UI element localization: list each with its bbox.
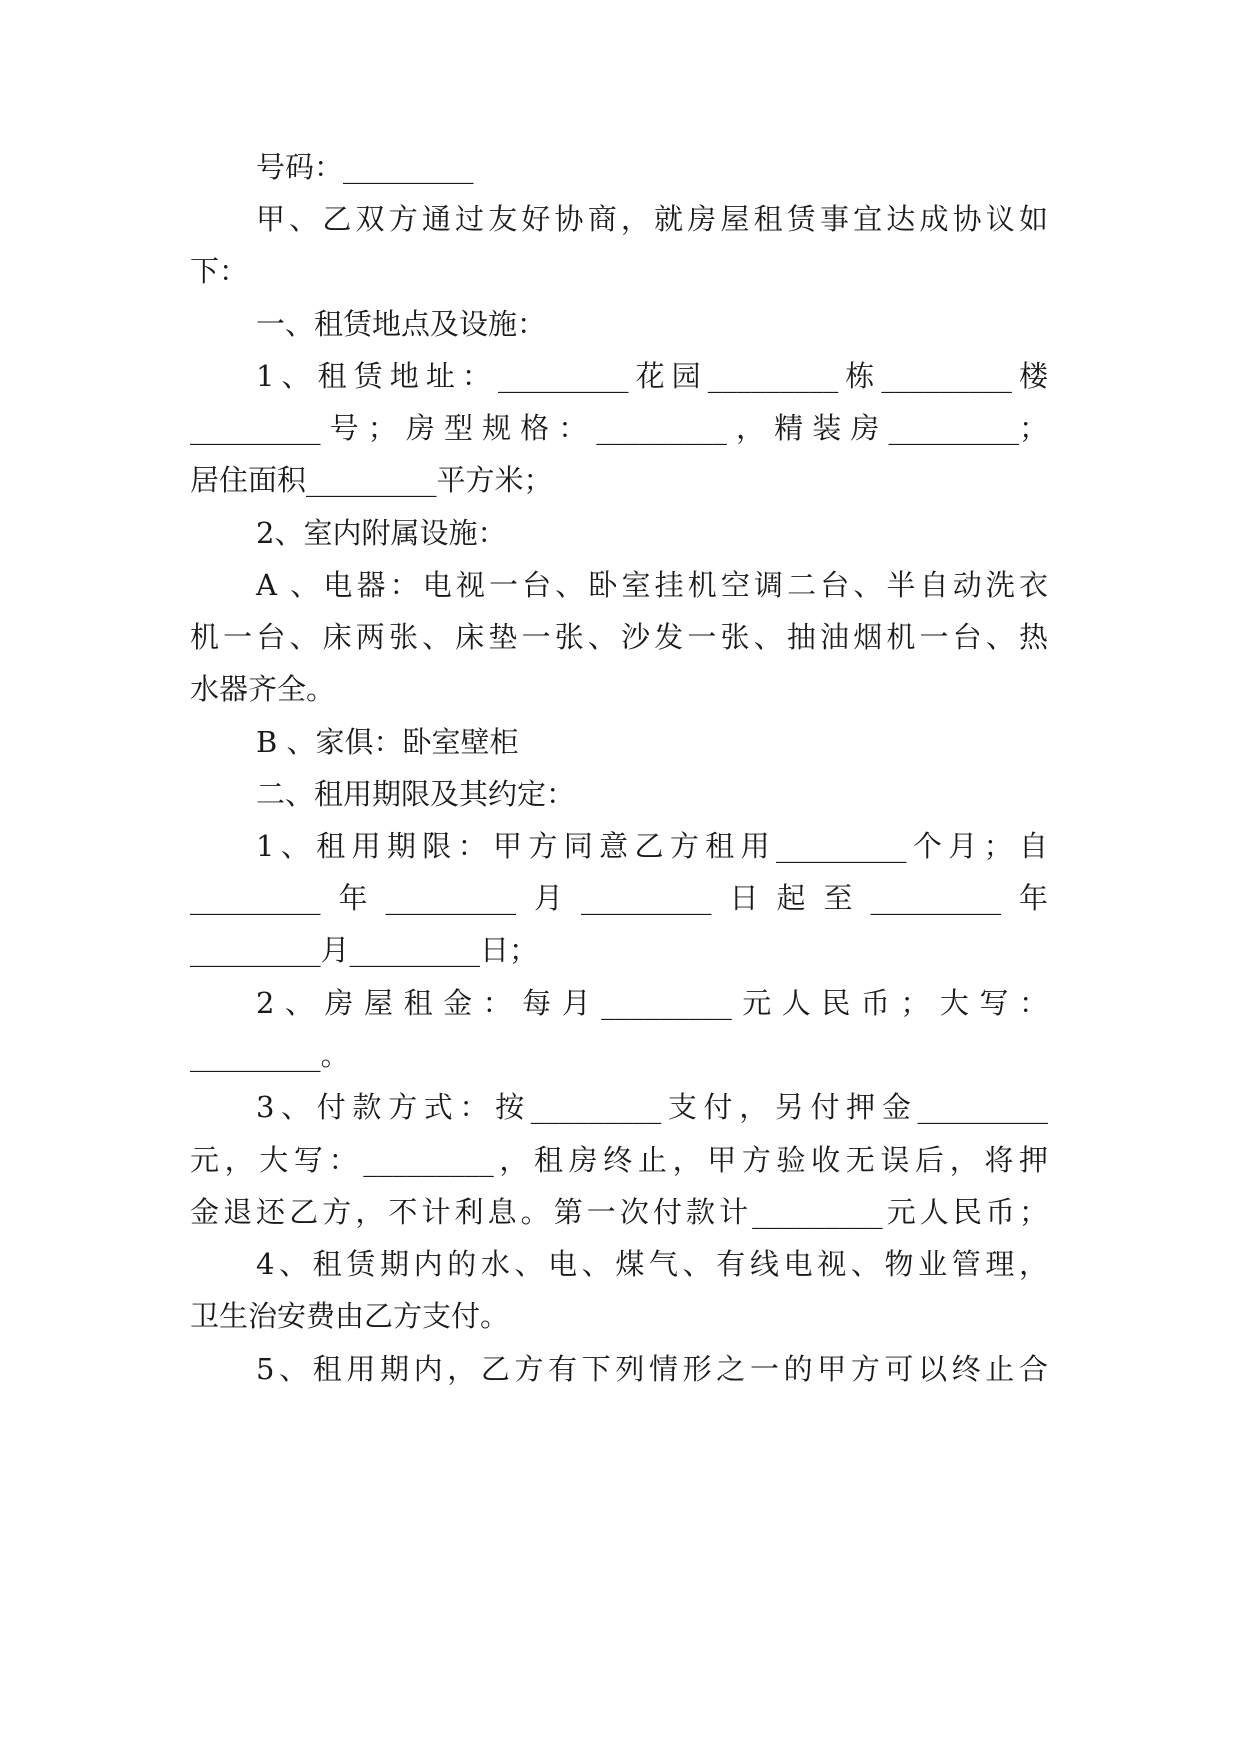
clause-appliances-end: 水器齐全。 (190, 672, 336, 706)
clause-payment-cont: 元，大写：_________，租房终止，甲方验收无误后，将押 (190, 1143, 1048, 1177)
clause-address: 1、租赁地址：_________花园_________栋_________楼 (256, 359, 1048, 393)
text-line-number: 号码：_________ (256, 150, 474, 184)
clause-payment-end: 金退还乙方，不计利息。第一次付款计_________元人民币； (190, 1195, 1048, 1229)
clause-furniture: B 、家俱：卧室壁柜 (256, 725, 519, 759)
section-heading-location: 一、租赁地点及设施： (256, 307, 547, 341)
text-line-intro-cont: 下： (190, 254, 249, 288)
clause-address-area: 居住面积_________平方米； (190, 463, 553, 497)
clause-appliances-cont: 机一台、床两张、床垫一张、沙发一张、抽油烟机一台、热 (190, 620, 1048, 654)
clause-facilities: 2、室内附属设施： (256, 516, 507, 550)
clause-rent-cont: _________。 (190, 1038, 350, 1072)
text-line-intro: 甲、乙双方通过友好协商，就房屋租赁事宜达成协议如 (256, 202, 1048, 236)
clause-utilities-cont: 卫生治安费由乙方支付。 (190, 1299, 510, 1333)
clause-payment: 3、付款方式：按_________支付，另付押金_________ (256, 1090, 1048, 1124)
clause-term-dates: _________年_________月_________日起至_________年 (190, 881, 1048, 915)
clause-utilities: 4、租赁期内的水、电、煤气、有线电视、物业管理， (256, 1247, 1048, 1281)
clause-termination: 5、租用期内，乙方有下列情形之一的甲方可以终止合 (256, 1352, 1048, 1386)
clause-address-cont: _________号；房型规格：_________，精装房_________； (190, 411, 1048, 445)
clause-term: 1、租用期限：甲方同意乙方租用_________个月；自 (256, 829, 1048, 863)
clause-appliances: A 、电器：电视一台、卧室挂机空调二台、半自动洗衣 (256, 568, 1048, 602)
clause-term-dates-end: _________月_________日； (190, 933, 539, 967)
clause-rent: 2、房屋租金：每月_________元人民币；大写： (256, 986, 1048, 1020)
section-heading-term: 二、租用期限及其约定： (256, 777, 576, 811)
